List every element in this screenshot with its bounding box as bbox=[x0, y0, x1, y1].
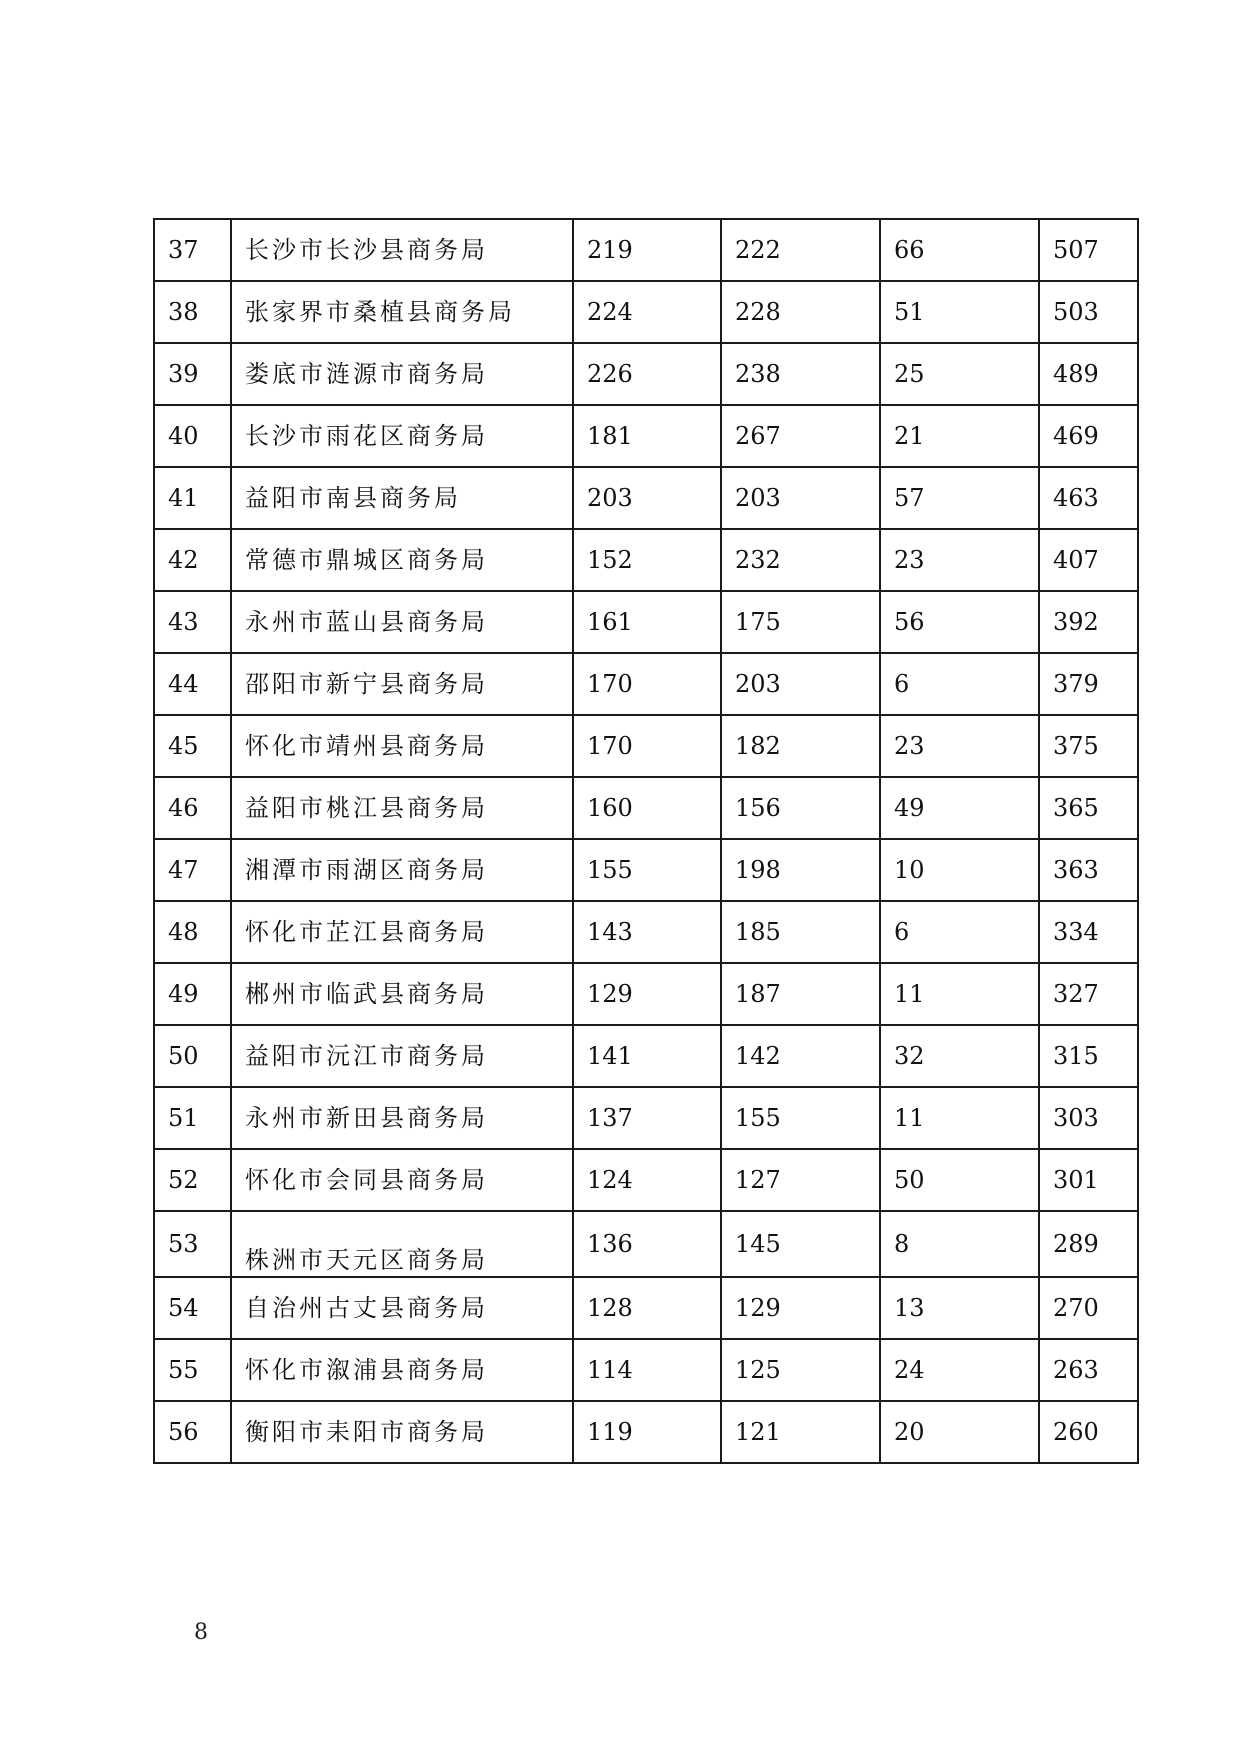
value-cell-2: 129 bbox=[721, 1277, 880, 1339]
value-cell-3: 8 bbox=[880, 1211, 1039, 1277]
total-cell: 289 bbox=[1039, 1211, 1138, 1277]
value-cell-2: 238 bbox=[721, 343, 880, 405]
value-cell-1: 226 bbox=[573, 343, 721, 405]
value-cell-1: 152 bbox=[573, 529, 721, 591]
value-cell-3: 25 bbox=[880, 343, 1039, 405]
agency-name-cell: 株洲市天元区商务局 bbox=[231, 1211, 573, 1277]
table-row bbox=[154, 1211, 1138, 1277]
table-row bbox=[154, 777, 1138, 839]
agency-name-cell: 长沙市雨花区商务局 bbox=[231, 405, 573, 467]
agency-name-cell: 永州市蓝山县商务局 bbox=[231, 591, 573, 653]
value-cell-3: 57 bbox=[880, 467, 1039, 529]
rank-cell: 41 bbox=[154, 467, 231, 529]
total-cell: 363 bbox=[1039, 839, 1138, 901]
rank-cell: 42 bbox=[154, 529, 231, 591]
total-cell: 379 bbox=[1039, 653, 1138, 715]
value-cell-2: 232 bbox=[721, 529, 880, 591]
table-row bbox=[154, 467, 1138, 529]
page-number: 8 bbox=[194, 1620, 208, 1645]
value-cell-1: 170 bbox=[573, 653, 721, 715]
total-cell: 365 bbox=[1039, 777, 1138, 839]
value-cell-2: 198 bbox=[721, 839, 880, 901]
total-cell: 263 bbox=[1039, 1339, 1138, 1401]
table-row bbox=[154, 1339, 1138, 1401]
rank-cell: 46 bbox=[154, 777, 231, 839]
value-cell-3: 21 bbox=[880, 405, 1039, 467]
value-cell-3: 32 bbox=[880, 1025, 1039, 1087]
value-cell-1: 203 bbox=[573, 467, 721, 529]
table-row bbox=[154, 901, 1138, 963]
value-cell-3: 6 bbox=[880, 901, 1039, 963]
value-cell-2: 125 bbox=[721, 1339, 880, 1401]
table-row bbox=[154, 839, 1138, 901]
total-cell: 327 bbox=[1039, 963, 1138, 1025]
total-cell: 301 bbox=[1039, 1149, 1138, 1211]
value-cell-2: 175 bbox=[721, 591, 880, 653]
value-cell-3: 51 bbox=[880, 281, 1039, 343]
value-cell-2: 121 bbox=[721, 1401, 880, 1463]
total-cell: 463 bbox=[1039, 467, 1138, 529]
value-cell-3: 56 bbox=[880, 591, 1039, 653]
table-row bbox=[154, 1025, 1138, 1087]
rank-cell: 45 bbox=[154, 715, 231, 777]
value-cell-1: 143 bbox=[573, 901, 721, 963]
rank-cell: 49 bbox=[154, 963, 231, 1025]
rank-cell: 52 bbox=[154, 1149, 231, 1211]
value-cell-1: 181 bbox=[573, 405, 721, 467]
table-row bbox=[154, 1149, 1138, 1211]
value-cell-2: 156 bbox=[721, 777, 880, 839]
rank-cell: 38 bbox=[154, 281, 231, 343]
total-cell: 469 bbox=[1039, 405, 1138, 467]
value-cell-2: 187 bbox=[721, 963, 880, 1025]
value-cell-2: 203 bbox=[721, 467, 880, 529]
total-cell: 315 bbox=[1039, 1025, 1138, 1087]
agency-name-cell: 娄底市涟源市商务局 bbox=[231, 343, 573, 405]
table-row bbox=[154, 1277, 1138, 1339]
value-cell-2: 267 bbox=[721, 405, 880, 467]
value-cell-3: 66 bbox=[880, 219, 1039, 281]
table-row bbox=[154, 591, 1138, 653]
table-row bbox=[154, 1087, 1138, 1149]
agency-name-cell: 邵阳市新宁县商务局 bbox=[231, 653, 573, 715]
total-cell: 392 bbox=[1039, 591, 1138, 653]
value-cell-3: 49 bbox=[880, 777, 1039, 839]
rank-cell: 37 bbox=[154, 219, 231, 281]
value-cell-1: 137 bbox=[573, 1087, 721, 1149]
value-cell-1: 128 bbox=[573, 1277, 721, 1339]
total-cell: 260 bbox=[1039, 1401, 1138, 1463]
agency-name-cell: 郴州市临武县商务局 bbox=[231, 963, 573, 1025]
total-cell: 375 bbox=[1039, 715, 1138, 777]
value-cell-1: 136 bbox=[573, 1211, 721, 1277]
rank-cell: 39 bbox=[154, 343, 231, 405]
value-cell-2: 185 bbox=[721, 901, 880, 963]
value-cell-3: 13 bbox=[880, 1277, 1039, 1339]
value-cell-3: 11 bbox=[880, 1087, 1039, 1149]
value-cell-1: 124 bbox=[573, 1149, 721, 1211]
table-row bbox=[154, 281, 1138, 343]
value-cell-1: 114 bbox=[573, 1339, 721, 1401]
rank-cell: 56 bbox=[154, 1401, 231, 1463]
agency-name-cell: 湘潭市雨湖区商务局 bbox=[231, 839, 573, 901]
value-cell-3: 20 bbox=[880, 1401, 1039, 1463]
agency-name-cell: 怀化市会同县商务局 bbox=[231, 1149, 573, 1211]
value-cell-1: 141 bbox=[573, 1025, 721, 1087]
rank-cell: 40 bbox=[154, 405, 231, 467]
table-row bbox=[154, 653, 1138, 715]
value-cell-3: 11 bbox=[880, 963, 1039, 1025]
rank-cell: 54 bbox=[154, 1277, 231, 1339]
value-cell-3: 23 bbox=[880, 715, 1039, 777]
value-cell-2: 222 bbox=[721, 219, 880, 281]
table-body bbox=[154, 219, 1138, 1463]
value-cell-3: 50 bbox=[880, 1149, 1039, 1211]
table-row bbox=[154, 715, 1138, 777]
agency-name-cell: 益阳市桃江县商务局 bbox=[231, 777, 573, 839]
value-cell-3: 23 bbox=[880, 529, 1039, 591]
total-cell: 334 bbox=[1039, 901, 1138, 963]
rank-cell: 51 bbox=[154, 1087, 231, 1149]
rank-cell: 43 bbox=[154, 591, 231, 653]
agency-name-cell: 常德市鼎城区商务局 bbox=[231, 529, 573, 591]
total-cell: 270 bbox=[1039, 1277, 1138, 1339]
agency-name-cell: 自治州古丈县商务局 bbox=[231, 1277, 573, 1339]
agency-name-cell: 怀化市芷江县商务局 bbox=[231, 901, 573, 963]
table-row bbox=[154, 219, 1138, 281]
total-cell: 507 bbox=[1039, 219, 1138, 281]
total-cell: 489 bbox=[1039, 343, 1138, 405]
total-cell: 303 bbox=[1039, 1087, 1138, 1149]
value-cell-1: 224 bbox=[573, 281, 721, 343]
rank-cell: 50 bbox=[154, 1025, 231, 1087]
value-cell-2: 228 bbox=[721, 281, 880, 343]
value-cell-2: 203 bbox=[721, 653, 880, 715]
agency-name-cell: 衡阳市耒阳市商务局 bbox=[231, 1401, 573, 1463]
table-row bbox=[154, 343, 1138, 405]
value-cell-3: 24 bbox=[880, 1339, 1039, 1401]
value-cell-1: 161 bbox=[573, 591, 721, 653]
agency-name-cell: 永州市新田县商务局 bbox=[231, 1087, 573, 1149]
value-cell-2: 182 bbox=[721, 715, 880, 777]
agency-name-cell: 益阳市南县商务局 bbox=[231, 467, 573, 529]
value-cell-2: 155 bbox=[721, 1087, 880, 1149]
agency-name-cell: 怀化市溆浦县商务局 bbox=[231, 1339, 573, 1401]
agency-name-cell: 益阳市沅江市商务局 bbox=[231, 1025, 573, 1087]
agency-name-cell: 怀化市靖州县商务局 bbox=[231, 715, 573, 777]
rank-cell: 55 bbox=[154, 1339, 231, 1401]
total-cell: 503 bbox=[1039, 281, 1138, 343]
rank-cell: 44 bbox=[154, 653, 231, 715]
table-row bbox=[154, 529, 1138, 591]
table-row bbox=[154, 963, 1138, 1025]
value-cell-3: 10 bbox=[880, 839, 1039, 901]
value-cell-1: 170 bbox=[573, 715, 721, 777]
value-cell-1: 119 bbox=[573, 1401, 721, 1463]
total-cell: 407 bbox=[1039, 529, 1138, 591]
rank-cell: 48 bbox=[154, 901, 231, 963]
value-cell-1: 129 bbox=[573, 963, 721, 1025]
value-cell-2: 145 bbox=[721, 1211, 880, 1277]
table-row bbox=[154, 1401, 1138, 1463]
agency-name-cell: 张家界市桑植县商务局 bbox=[231, 281, 573, 343]
value-cell-2: 127 bbox=[721, 1149, 880, 1211]
agency-name-cell: 长沙市长沙县商务局 bbox=[231, 219, 573, 281]
value-cell-3: 6 bbox=[880, 653, 1039, 715]
value-cell-2: 142 bbox=[721, 1025, 880, 1087]
table-row bbox=[154, 405, 1138, 467]
ranking-table bbox=[153, 218, 1139, 1464]
rank-cell: 53 bbox=[154, 1211, 231, 1277]
value-cell-1: 219 bbox=[573, 219, 721, 281]
rank-cell: 47 bbox=[154, 839, 231, 901]
value-cell-1: 155 bbox=[573, 839, 721, 901]
value-cell-1: 160 bbox=[573, 777, 721, 839]
